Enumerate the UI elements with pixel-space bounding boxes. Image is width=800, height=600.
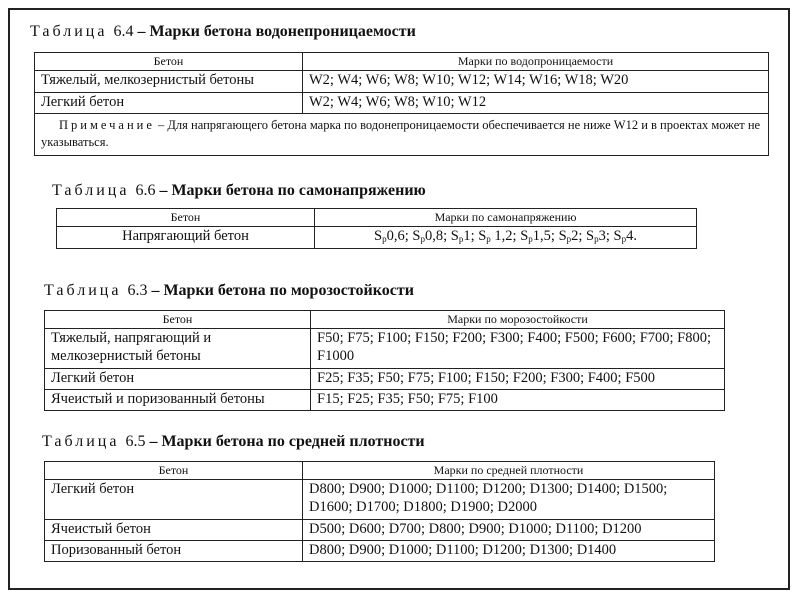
table-6-5	[44, 461, 715, 562]
table-cell: Поризованный бетон	[45, 541, 303, 562]
self-stress-mark: $S_p3$;	[586, 228, 614, 244]
caption-title: Марки бетона водонепроницаемости	[149, 23, 416, 40]
table-row	[57, 227, 697, 249]
table-6-6	[56, 208, 697, 249]
column-header: Марки по морозостойкости	[311, 311, 725, 329]
table-row	[35, 71, 769, 93]
table-header-row	[57, 209, 697, 227]
table-cell: Легкий бетон	[45, 369, 311, 390]
table-cell: Легкий бетон	[45, 480, 303, 520]
table-cell: Тяжелый, напрягающий и мелкозернистый бетоны	[45, 329, 311, 369]
column-header: Бетон	[57, 209, 315, 227]
table-cell: Ячеистый и поризованный бетоны	[45, 390, 311, 411]
table-cell: D800; D900; D1000; D1100; D1200; D1300; D1400; D1500; D1600; D1700; D1800; D1900; D2000	[303, 480, 715, 520]
table-row	[45, 480, 715, 520]
note-text: – Для напрягающего бетона марка по водонепроницаемости обеспечивается не ниже W12 и в проектах может не указываться.	[41, 118, 761, 149]
caption-word: Таблица	[42, 433, 120, 450]
self-stress-mark: $S_p2$;	[558, 228, 587, 244]
table-cell: W2; W4; W6; W8; W10; W12; W14; W16; W18; W20	[303, 71, 769, 93]
column-header: Бетон	[45, 311, 311, 329]
self-stress-mark: $S_p1$;	[450, 228, 479, 244]
table-cell: Легкий бетон	[35, 93, 303, 114]
caption-word: Таблица	[52, 182, 130, 199]
table-cell: F25; F35; F50; F75; F100; F150; F200; F300; F400; F500	[311, 369, 725, 390]
caption-dash: –	[149, 433, 158, 450]
table-row	[45, 369, 725, 390]
table-note-row	[35, 114, 769, 156]
column-header: Марки по самонапряжению	[315, 209, 697, 227]
table-6-4-caption	[30, 23, 416, 41]
table-6-4	[34, 52, 769, 156]
table-cell	[315, 227, 697, 249]
table-6-5-caption	[42, 433, 425, 451]
table-cell: D500; D600; D700; D800; D900; D1000; D1100; D1200	[303, 520, 715, 541]
self-stress-mark: $S_p0,8$;	[412, 228, 451, 244]
caption-number: 6.4	[113, 23, 134, 40]
table-row	[35, 93, 769, 114]
column-header: Бетон	[45, 462, 303, 480]
caption-title: Марки бетона по средней плотности	[161, 433, 425, 450]
table-row	[45, 329, 725, 369]
caption-title: Марки бетона по самонапряжению	[171, 182, 426, 199]
note-label: Примечание	[59, 118, 155, 132]
self-stress-mark: $S_p$ 1,2;	[478, 228, 521, 244]
self-stress-mark: $S_p0,6$;	[374, 228, 413, 244]
table-row	[45, 541, 715, 562]
table-cell: W2; W4; W6; W8; W10; W12	[303, 93, 769, 114]
caption-dash: –	[137, 23, 146, 40]
caption-dash: –	[159, 182, 168, 199]
caption-number: 6.3	[127, 282, 148, 299]
caption-number: 6.6	[135, 182, 156, 199]
self-stress-mark: $S_p1,5$;	[520, 228, 559, 244]
table-note	[35, 114, 769, 156]
self-stress-mark: $S_p4$.	[613, 228, 637, 244]
table-6-3	[44, 310, 725, 411]
table-header-row	[45, 462, 715, 480]
caption-dash: –	[151, 282, 160, 299]
column-header: Марки по водопроницаемости	[303, 53, 769, 71]
table-cell: D800; D900; D1000; D1100; D1200; D1300; D1400	[303, 541, 715, 562]
caption-word: Таблица	[44, 282, 122, 299]
table-6-3-caption	[44, 282, 414, 300]
caption-title: Марки бетона по морозостойкости	[163, 282, 414, 299]
table-cell: F50; F75; F100; F150; F200; F300; F400; F500; F600; F700; F800; F1000	[311, 329, 725, 369]
column-header: Марки по средней плотности	[303, 462, 715, 480]
table-cell: Ячеистый бетон	[45, 520, 303, 541]
table-6-6-caption	[52, 182, 426, 200]
caption-number: 6.5	[125, 433, 146, 450]
table-header-row	[45, 311, 725, 329]
column-header: Бетон	[35, 53, 303, 71]
table-cell: Напрягающий бетон	[57, 227, 315, 249]
table-cell: F15; F25; F35; F50; F75; F100	[311, 390, 725, 411]
table-row	[45, 520, 715, 541]
table-cell: Тяжелый, мелкозернистый бетоны	[35, 71, 303, 93]
table-header-row	[35, 53, 769, 71]
caption-word: Таблица	[30, 23, 108, 40]
table-row	[45, 390, 725, 411]
